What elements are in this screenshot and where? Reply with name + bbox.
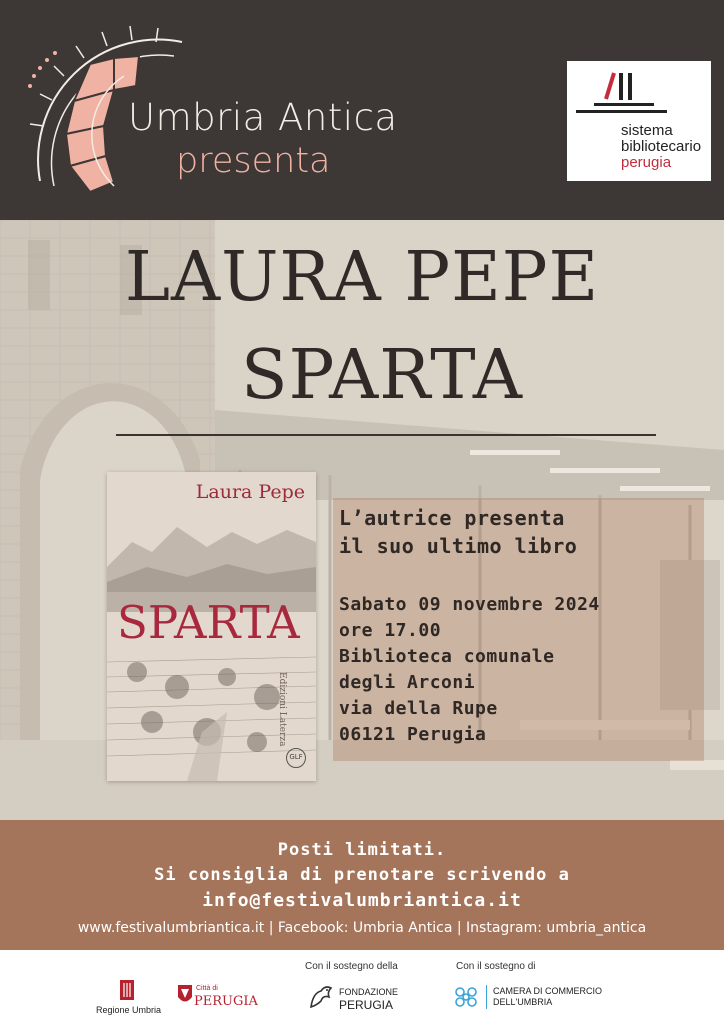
book-cover-author: Laura Pepe: [195, 481, 305, 503]
intro-line-2: il suo ultimo libro: [339, 534, 578, 558]
book-cover-publisher: Edizioni Laterza: [277, 672, 287, 747]
partner-text-2: bibliotecario: [621, 138, 702, 155]
citta-perugia-label: PERUGIA: [194, 994, 258, 1009]
citta-di-label: Città di: [196, 985, 218, 992]
booking-limited-seats: Posti limitati.: [277, 840, 447, 860]
regione-umbria-label: Regione Umbria: [96, 1005, 162, 1015]
perugia-crest-icon: [177, 984, 193, 1006]
sistema-bibliotecario-logo: [567, 61, 711, 181]
brand-subtitle: presenta: [176, 141, 331, 181]
camera-line-2: DELL'UMBRIA: [493, 997, 553, 1007]
publisher-logo-icon: GLF: [286, 748, 306, 768]
event-venue-1: Biblioteca comunale: [339, 646, 555, 667]
booking-email-link[interactable]: info@festivalumbriantica.it: [202, 890, 522, 911]
fondazione-line-1: FONDAZIONE: [339, 987, 399, 997]
event-book-title: SPARTA: [241, 336, 523, 415]
library-photo-background: [0, 220, 724, 820]
sponsors-strip: [0, 950, 724, 1024]
fondazione-support-label: Con il sostegno della: [305, 961, 398, 972]
camera-commercio-icon: [452, 984, 480, 1010]
event-time: ore 17.00: [339, 620, 442, 641]
book-cover-title: SPARTA: [117, 596, 300, 649]
event-address-2: 06121 Perugia: [339, 724, 487, 745]
brand-title: Umbria Antica: [128, 96, 398, 139]
booking-instructions: Si consiglia di prenotare scrivendo a: [154, 865, 570, 885]
book-cover-image: [107, 472, 316, 781]
camera-line-1: CAMERA DI COMMERCIO: [493, 986, 603, 996]
event-venue-2: degli Arconi: [339, 672, 476, 693]
partner-text-3: perugia: [621, 154, 672, 171]
event-author-title: LAURA PEPE: [124, 238, 600, 317]
event-date: Sabato 09 novembre 2024: [339, 594, 600, 615]
intro-line-1: L’autrice presenta: [339, 506, 565, 530]
griffin-icon: [307, 983, 335, 1011]
library-system-icon: [572, 65, 667, 113]
regione-umbria-emblem-icon: [120, 980, 134, 1000]
fondazione-line-2: PERUGIA: [339, 998, 394, 1012]
title-divider: [116, 434, 656, 436]
header: [0, 0, 724, 220]
social-links[interactable]: www.festivalumbriantica.it | Facebook: Umbria Antica | Instagram: umbria_antica: [77, 920, 647, 936]
booking-band: [0, 820, 724, 950]
partner-text-1: sistema: [621, 122, 673, 139]
camera-divider: [486, 985, 487, 1009]
camera-support-label: Con il sostegno di: [456, 961, 536, 972]
event-info-panel: [333, 498, 704, 761]
event-address-1: via della Rupe: [339, 698, 498, 719]
